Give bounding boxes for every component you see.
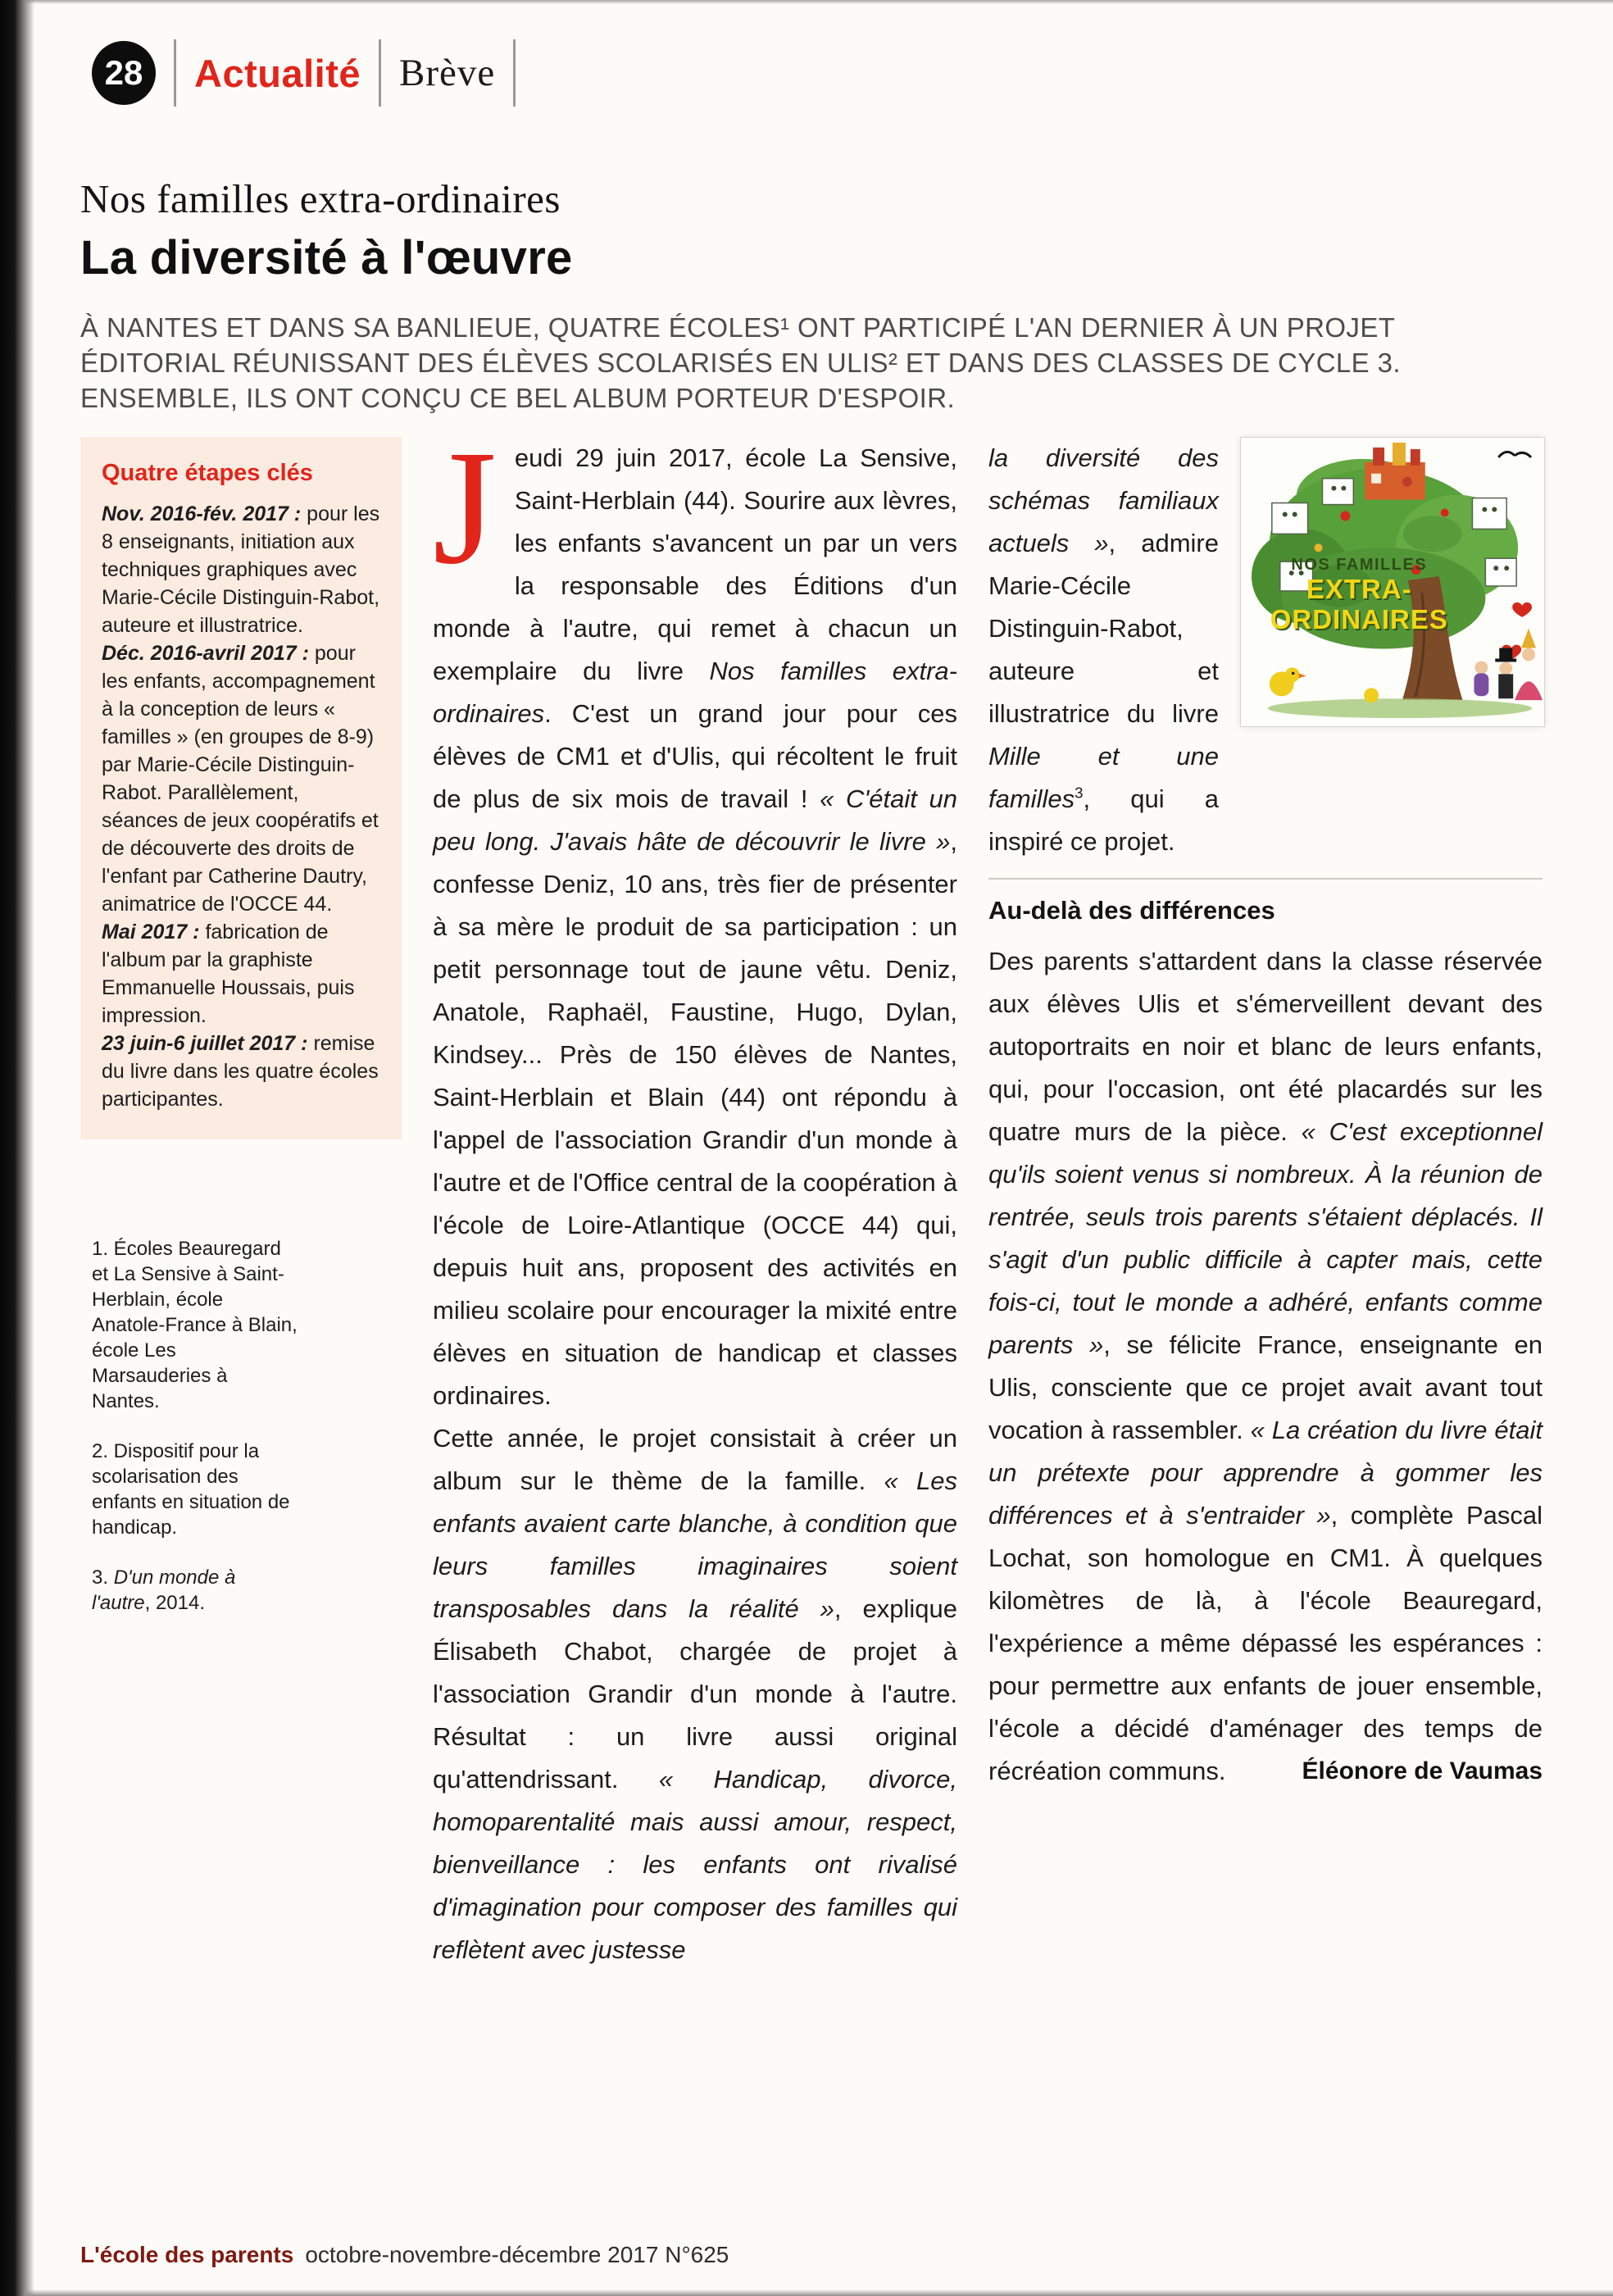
sidebar-box [80,437,402,1139]
article-kicker: Nos familles extra-ordinaires [80,176,561,221]
paragraph: la diversité des schémas familiaux actuels », admire Marie-Cécile Distinguin-Rabot, auteure et illustratrice du livre Mille et une familles$^3$, qui a inspiré ce projet. [988,443,1219,856]
section-label: Actualité [194,51,361,95]
book-cover-title-bottom: ORDINAIRES [1270,603,1448,634]
paragraph [433,417,957,1417]
drop-cap: J [433,417,497,598]
sidebar-item: Nov. 2016-fév. 2017 : pour les 8 enseignants, initiation aux techniques graphiques avec Marie-Cécile Distinguin-Rabot, auteure et illustratrice. [102,502,380,637]
scan-edge-left [0,0,34,2296]
column-left [80,437,402,1971]
header-divider [513,39,516,107]
sidebar-item: Mai 2017 : fabrication de l'album par la graphiste Emmanuelle Houssais, puis impression. [102,921,355,1027]
paragraph [988,940,1543,1793]
book-cover-title [1259,556,1459,634]
header-divider [379,39,381,107]
paragraph-text: eudi 29 juin 2017, école La Sensive, Saint-Herblain (44). Sourire aux lèvres, les enfants s'avancent un par un vers la responsable des Éditions d'un monde à l'autre, qui remet à chacun un exemplaire du livre Nos familles extra-ordinaires. C'est un grand jour pour ces élèves de CM1 et d'Ulis, qui récoltent le fruit de plus de six mois de travail ! « C'était un peu long. J'avais hâte de découvrir le livre », confesse Deniz, 10 ans, très fier de présenter à sa mère le produit de sa participation : un petit personnage tout de jaune vêtu. Deniz, Anatole, Raphaël, Faustine, Hugo, Dylan, Kindsey... Près de 150 élèves de Nantes, Saint-Herblain et Blain (44) ont répondu à l'appel de l'association Grandir d'un monde à l'autre et de l'Office central de la coopération à l'école de Loire-Atlantique (OCCE 44) qui, depuis huit ans, proposent des activités en milieu scolaire pour encourager la mixité entre élèves en situation de handicap et classes ordinaires. [433,443,957,1410]
subhead: Au-delà des différences [988,878,1543,925]
page-header [92,39,1543,107]
sidebar-title: Quatre étapes clés [102,460,313,486]
book-cover-title-mid: EXTRA- [1306,573,1412,604]
page-footer [80,2242,729,2268]
scan-edge-bottom [0,2289,1613,2296]
paragraph: Cette année, le projet consistait à créer un album sur le thème de la famille. « Les enfants avaient carte blanche, à condition que leurs familles imaginaires soient transposables dans la réalité », explique Élisabeth Chabot, chargée de projet à l'association Grandir d'un monde à l'autre. Résultat : un livre aussi original qu'attendrissant. « Handicap, divorce, homoparentalité mais aussi amour, respect, bienveillance : les enfants ont rivalisé d'imagination pour composer des familles qui reflètent avec justesse [433,1424,957,1964]
column-middle [433,417,957,1971]
article-columns [80,417,1543,1971]
footnote: 3. D'un monde à l'autre, 2014. [92,1566,236,1614]
sidebar-item: Déc. 2016-avril 2017 : pour les enfants, accompagnement à la conception de leurs « familles » (en groupes de 8-9) par Marie-Cécile Distinguin-Rabot. Parallèlement, séances de jeux coopératifs et de découverte des droits de l'enfant par Catherine Dautry, animatrice de l'OCCE 44. [102,642,379,916]
footnotes [92,1236,298,1616]
byline: Éléonore de Vaumas [1302,1757,1543,1785]
footer-issue: octobre-novembre-décembre 2017 N°625 [305,2242,729,2267]
footer-brand: L'école des parents [80,2242,294,2267]
scan-edge-top [0,0,1613,4]
article-title: La diversité à l'œuvre [80,231,573,284]
book-cover-title-top: NOS FAMILLES [1291,556,1428,575]
headline-block [80,175,1543,416]
intro-row [988,437,1543,863]
page-number-badge: 28 [92,41,156,105]
article-standfirst: À NANTES ET DANS SA BANLIEUE, QUATRE ÉCOLES¹ ONT PARTICIPÉ L'AN DERNIER À UN PROJET ÉDITORIAL RÉUNISSANT DES ÉLÈVES SCOLARISÉS EN ULIS² ET DANS DES CLASSES DE CYCLE 3. ENSEMBLE, ILS ONT CONÇU CE BEL ALBUM PORTEUR D'ESPOIR. [80,312,1401,413]
sidebar-item: 23 juin-6 juillet 2017 : remise du livre dans les quatre écoles participantes. [102,1032,379,1111]
header-divider [174,39,176,107]
footnote: 1. Écoles Beauregard et La Sensive à Saint-Herblain, école Anatole-France à Blain, école Les Marsauderies à Nantes. [92,1238,298,1412]
book-cover [1240,437,1545,727]
footnote: 2. Dispositif pour la scolarisation des enfants en situation de handicap. [92,1440,290,1539]
subsection-label: Brève [399,52,496,94]
column-right [988,437,1543,1971]
paragraph-text: Des parents s'attardent dans la classe réservée aux élèves Ulis et s'émerveillent devant des autoportraits en noir et blanc de leurs enfants, qui, pour l'occasion, ont été placardés sur les quatre murs de la pièce. « C'est exceptionnel qu'ils soient venus si nombreux. À la réunion de rentrée, seuls trois parents s'étaient déplacés. Il s'agit d'un public difficile à capter mais, cette fois-ci, tout le monde a adhéré, enfants comme parents », se félicite France, enseignante en Ulis, consciente que ce projet avait avant tout vocation à rassembler. « La création du livre était un prétexte pour apprendre à gommer les différences et à s'entraider », complète Pascal Lochat, son homologue en CM1. À quelques kilomètres de là, à l'école Beauregard, l'expérience a même dépassé les espérances : pour permettre aux enfants de jouer ensemble, l'école a décidé d'aménager des temps de récréation communs. [988,947,1543,1785]
